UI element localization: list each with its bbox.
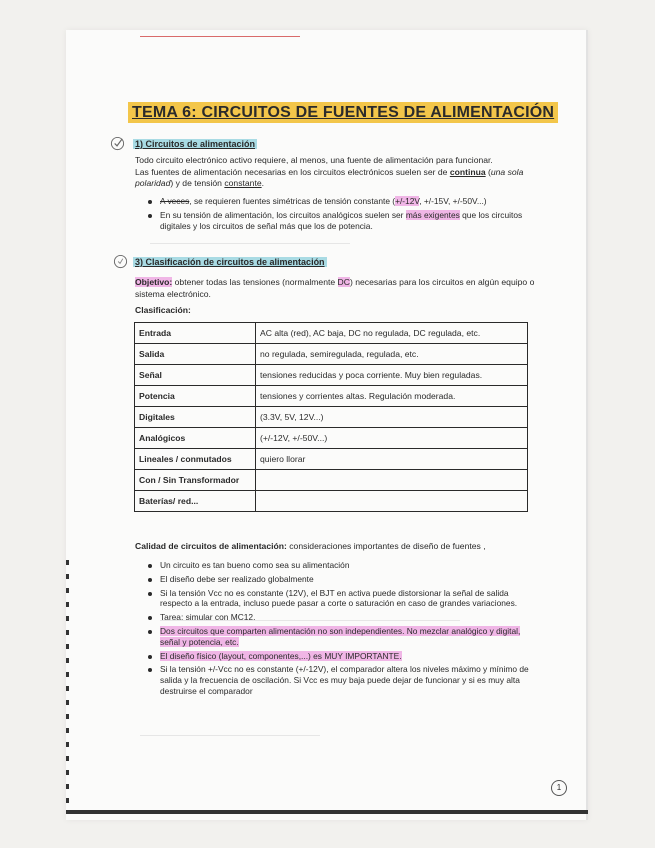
table-key: Digitales — [135, 407, 256, 428]
table-key: Salida — [135, 344, 256, 365]
table-row — [135, 428, 528, 449]
table-key: Señal — [135, 365, 256, 386]
para-b-3: ) y de tensión — [170, 178, 225, 188]
list-item — [148, 651, 533, 662]
quality-bullet-text: Un circuito es tan bueno como sea su alimentación — [160, 560, 350, 570]
show-through-line — [150, 243, 350, 244]
list-item — [148, 210, 533, 232]
binder-edge — [66, 560, 69, 810]
bullet-1a: A veces — [160, 196, 190, 206]
table-row — [135, 449, 528, 470]
table-value: AC alta (red), AC baja, DC no regulada, DC regulada, etc. — [256, 323, 528, 344]
para-a-text: Todo circuito electrónico activo requiere, al menos, una fuente de alimentación para funcionar. — [135, 155, 493, 165]
quality-bullet-text: Si la tensión Vcc no es constante (12V), el BJT en activa puede distorsionar la señal de salida respecto a la entrada, incluso puede pasar a corte o saturación en caso de grandes variaciones. — [160, 587, 518, 609]
bullet-2e: . — [370, 220, 373, 231]
table-key: Baterías/ red... — [135, 491, 256, 512]
table-row — [135, 365, 528, 386]
bullet-1b: , se requieren fuentes simétricas de tensión constante ( — [189, 196, 396, 206]
quality-text: consideraciones importantes de diseño de fuentes , — [286, 541, 486, 551]
table-value: no regulada, semiregulada, regulada, etc. — [256, 344, 528, 365]
table-value — [256, 470, 528, 491]
objective-paragraph — [135, 277, 535, 300]
quality-bullet-text: Si la tensión +/-Vcc no es constante (+/-12V), el comparador altera los niveles máximo y mínimo de salida y la frecuencia de oscilación. Si Vcc es muy baja puede dejar de funcionar y si es muy alta destruirse el comparador — [160, 664, 529, 696]
quality-bullet-text: Dos circuitos que comparten alimentación no son independientes. No mezclar analógico y digital, señal y potencia, etc. — [160, 625, 521, 647]
para-b-2: ( — [485, 166, 491, 177]
para-b-1: Las fuentes de alimentación necesarias en los circuitos electrónicos suelen ser de — [135, 166, 450, 177]
clasificacion-label: Clasificación: — [135, 305, 191, 315]
bullet-1c: +/-12V — [395, 196, 420, 206]
table-value: tensiones y corrientes altas. Regulación moderada. — [256, 386, 528, 407]
quality-paragraph — [135, 541, 535, 553]
bullet-1d: , +/-15V, +/-50V...) — [419, 196, 487, 206]
list-item — [148, 574, 533, 585]
page-title: TEMA 6: CIRCUITOS DE FUENTES DE ALIMENTACIÓN — [128, 102, 558, 123]
table-value — [256, 491, 528, 512]
table-key: Con / Sin Transformador — [135, 470, 256, 491]
quality-label: Calidad de circuitos de alimentación: — [135, 541, 287, 551]
bullet-2b: más exigentes — [405, 209, 460, 220]
table-key: Potencia — [135, 386, 256, 407]
section-3-heading — [133, 257, 327, 267]
para-b-constante: constante — [224, 178, 262, 188]
table-value: (3.3V, 5V, 12V...) — [256, 407, 528, 428]
show-through-line — [140, 735, 320, 736]
table-row — [135, 344, 528, 365]
quality-bullet-text: Tarea: simular con MC12. — [160, 612, 256, 623]
table-value: (+/-12V, +/-50V...) — [256, 428, 528, 449]
list-item — [148, 612, 533, 623]
top-mark — [140, 36, 300, 37]
section-3-heading-text: 3) Clasificación de circuitos de alimentación — [135, 257, 325, 267]
table-key: Analógicos — [135, 428, 256, 449]
table-row — [135, 491, 528, 512]
list-item — [148, 588, 533, 610]
bullet-2a: En su tensión de alimentación, los circuitos analógicos suelen ser — [160, 209, 406, 220]
page-number: 1 — [551, 780, 567, 796]
check-circle-icon — [110, 136, 125, 151]
objective-text-a: obtener todas las tensiones (normalmente — [172, 277, 338, 287]
bullet-2c: que los circuitos digitales y los circuitos de señal más que los de — [160, 209, 523, 231]
paper-bottom-edge — [66, 810, 588, 814]
quality-bullet-text: El diseño debe ser realizado globalmente — [160, 573, 314, 584]
table-row — [135, 323, 528, 344]
list-item — [148, 664, 533, 696]
para-b-italic: una sola polaridad — [135, 166, 524, 188]
objective-text-b: ) necesarias para los circuitos en algún equipo o sistema electrónico. — [135, 277, 535, 299]
table-value: quiero llorar — [256, 449, 528, 470]
quality-bullet-text: El diseño físico (layout, componentes,...) es MUY IMPORTANTE. — [160, 650, 402, 661]
table-value: tensiones reducidas y poca corriente. Muy bien reguladas. — [256, 365, 528, 386]
list-item — [148, 560, 533, 571]
para-b-continua: continua — [449, 166, 486, 177]
table-key: Entrada — [135, 323, 256, 344]
table-row — [135, 407, 528, 428]
classification-table — [134, 322, 528, 512]
list-item — [148, 626, 533, 648]
list-item — [148, 196, 533, 207]
para-b-4: . — [261, 178, 265, 188]
section-1-heading-text: 1) Circuitos de alimentación — [135, 139, 256, 149]
section-1-bullet-list — [148, 196, 533, 234]
bullet-2d: potencia — [338, 220, 371, 231]
table-row — [135, 470, 528, 491]
table-row — [135, 386, 528, 407]
section-1-heading — [133, 139, 257, 149]
quality-bullet-list — [148, 560, 533, 700]
table-key: Lineales / conmutados — [135, 449, 256, 470]
objective-label: Objetivo: — [135, 277, 173, 287]
check-circle-icon — [113, 254, 128, 269]
section-1-paragraph-a — [135, 155, 535, 190]
objective-dc: DC — [337, 277, 350, 287]
